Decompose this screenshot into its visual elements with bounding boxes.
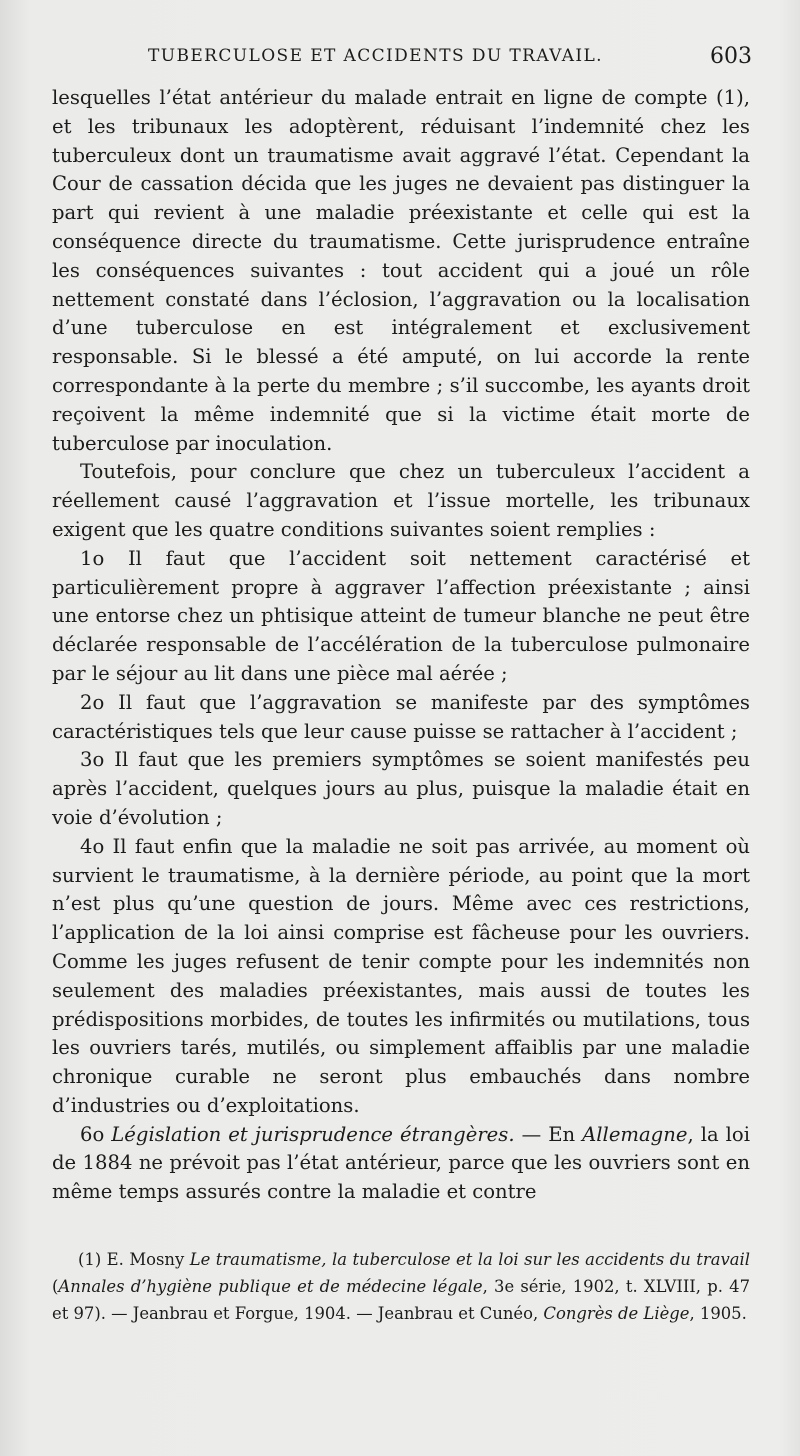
- paragraph-1: lesquelles l’état antérieur du malade entrait en ligne de compte (1), et les tribunaux les adoptèrent, réduisant l’indemnité chez les tuberculeux dont un traumatisme avait aggravé l’état. Cependant la Cour de cassation décida que les juges ne devaient pas distinguer la part qui revient à une maladie préexistante et celle qui est la conséquence directe du traumatisme. Cette jurisprudence entraîne les conséquences suivantes : tout accident qui a joué un rôle nettement constaté dans l’éclosion, l’aggravation ou la localisation d’une tuberculose en est intégralement et exclusivement responsable. Si le blessé a été amputé, on lui accorde la rente correspondante à la perte du membre ; s’il succombe, les ayants droit reçoivent la même indemnité que si la victime était morte de tuberculose par inoculation.: [52, 86, 750, 455]
- section-number: 6o: [80, 1122, 105, 1146]
- footnotes: [52, 1246, 750, 1327]
- footnote-paren: (: [52, 1277, 59, 1296]
- condition-1: 1o Il faut que l’accident soit nettement caractérisé et particulièrement propre à aggraver l’affection préexistante ; ainsi une entorse chez un phtisique atteint de tumeur blanche ne peut être déclarée responsable de l’accélération de la tuberculose pulmonaire par le séjour au lit dans une pièce mal aérée ;: [52, 546, 750, 685]
- footnote-marker: (1) E. Mosny: [78, 1250, 185, 1269]
- footnote-congress: Congrès de Liège: [543, 1304, 690, 1323]
- body-text: [52, 84, 750, 1207]
- page-header: [148, 44, 752, 74]
- footnote-details: , 3e série, 1902, t. XLVIII, p. 47 et 97). — Jeanbrau et Forgue, 1904. — Jeanbrau et Cunéo,: [52, 1277, 751, 1323]
- paragraph-2: Toutefois, pour conclure que chez un tuberculeux l’accident a réellement causé l’aggravation et l’issue mortelle, les tribunaux exigent que les quatre conditions suivantes soient remplies :: [52, 460, 750, 541]
- condition-4: 4o Il faut enfin que la maladie ne soit pas arrivée, au moment où survient le traumatisme, à la dernière période, au point que la mort n’est plus qu’une question de jours. Même avec ces restrictions, l’application de la loi ainsi comprise est fâcheuse pour les ouvriers. Comme les juges refusent de tenir compte pour les indemnités non seulement des maladies préexistantes, mais aussi de toutes les prédispositions morbides, de toutes les infirmités ou mutilations, tous les ouvriers tarés, mutilés, ou simplement affaiblis par une maladie chronique curable ne seront plus embauchés dans nombre d’industries ou d’exploitations.: [52, 834, 750, 1117]
- footnote-journal: Annales d’hygiène publique et de médecine légale: [58, 1277, 483, 1296]
- footnote-title: Le traumatisme, la tuberculose et la loi sur les accidents du travail: [189, 1250, 750, 1269]
- country-name: Allemagne: [582, 1122, 688, 1146]
- condition-2: 2o Il faut que l’aggravation se manifeste par des symptômes caractéristiques tels que leur cause puisse se rattacher à l’accident ;: [52, 690, 750, 743]
- section-dash: — En: [514, 1122, 583, 1146]
- footnote-year: , 1905.: [689, 1304, 747, 1323]
- section-heading: Législation et jurisprudence étrangères.: [111, 1122, 515, 1146]
- page-number: 603: [710, 44, 752, 69]
- section-text: , la loi de 1884 ne prévoit pas l’état antérieur, parce que les ouvriers sont en même temps assurés contre la maladie et contre: [52, 1122, 750, 1204]
- condition-3: 3o Il faut que les premiers symptômes se soient manifestés peu après l’accident, quelques jours au plus, puisque la maladie était en voie d’évolution ;: [52, 748, 750, 829]
- section-6: [52, 1121, 750, 1207]
- footnote-1: [52, 1246, 750, 1327]
- running-title: TUBERCULOSE ET ACCIDENTS DU TRAVAIL.: [148, 46, 603, 66]
